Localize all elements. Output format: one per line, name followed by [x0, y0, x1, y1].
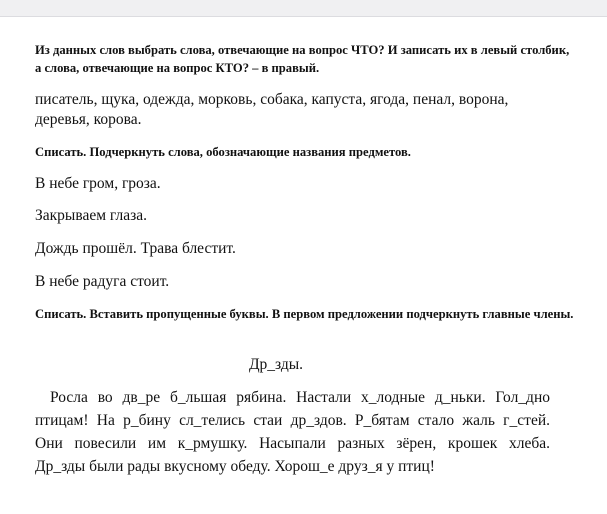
- task1-words-line-2: деревья, корова.: [35, 111, 142, 128]
- text-line-4: Др_зды были рады вкусному обеду. Хорош_е друз_я у птиц!: [35, 458, 435, 475]
- task2-line-1: В небе гром, гроза.: [35, 175, 161, 192]
- task1-words-line-1: писатель, щука, одежда, морковь, собака, капуста, ягода, пенал, ворона,: [35, 91, 509, 108]
- text-line-3: Они повесили им к_рмушку. Насыпали разных зёрен, крошек хлеба.: [35, 435, 550, 452]
- task2-instruction: Списать. Подчеркнуть слова, обозначающие названия предметов.: [35, 145, 411, 159]
- document-page: [0, 17, 607, 514]
- text-line-2: птицам! На р_бину сл_телись стаи др_здов. Р_бятам стало жаль г_стей.: [35, 412, 550, 429]
- text-line-1: Росла во дв_ре б_льшая рябина. Настали х_лодные д_ньки. Гол_дно: [50, 389, 550, 406]
- text-title: Др_зды.: [248, 356, 304, 373]
- task1-instruction: Из данных слов выбрать слова, отвечающие на вопрос ЧТО? И записать их в левый столбик, а слова, отвечающие на вопрос КТО? – в правый.: [35, 43, 570, 75]
- task2-line-4: В небе радуга стоит.: [35, 273, 170, 290]
- task3-instruction: Списать. Вставить пропущенные буквы. В первом предложении подчеркнуть главные члены.: [35, 307, 574, 321]
- task2-line-3: Дождь прошёл. Трава блестит.: [35, 240, 236, 257]
- top-toolbar-strip: [0, 0, 607, 17]
- task2-line-2: Закрываем глаза.: [35, 207, 147, 224]
